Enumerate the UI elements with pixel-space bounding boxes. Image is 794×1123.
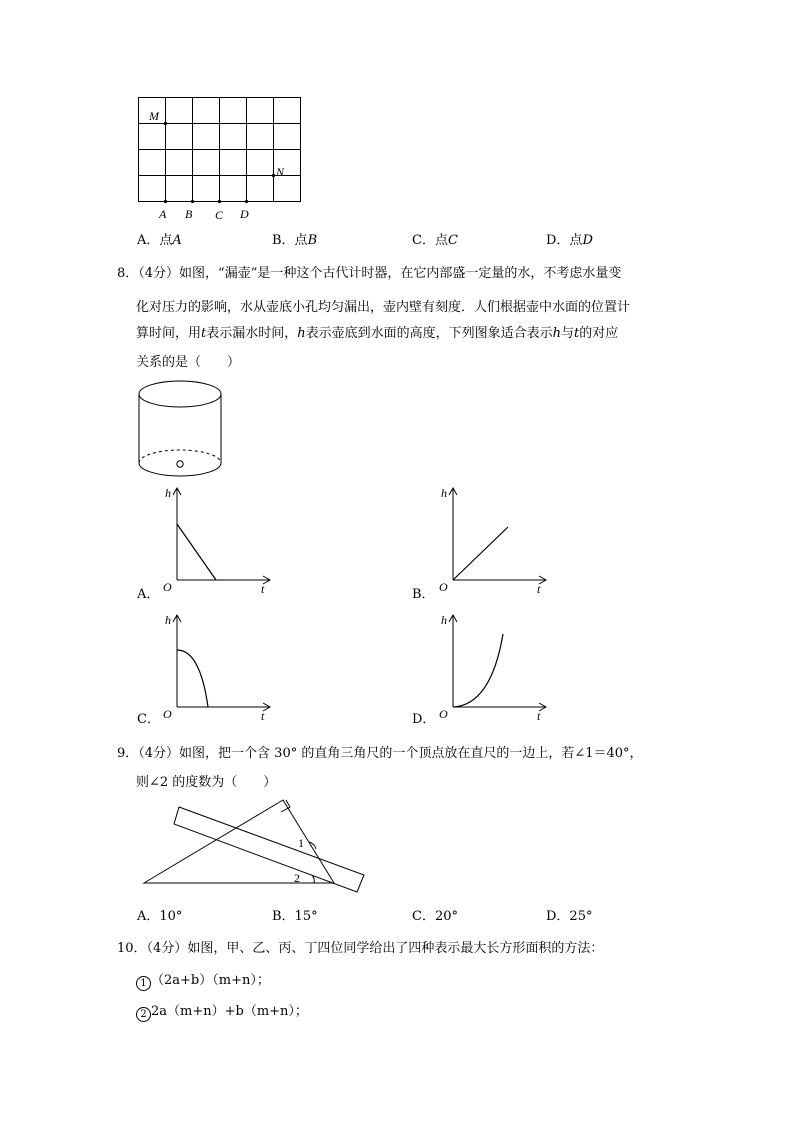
q8-option-d[interactable]: D． xyxy=(412,712,436,727)
q8-option-a[interactable]: A． xyxy=(137,587,160,602)
point-N xyxy=(272,174,275,177)
q8-stem-line2: 化对压力的影响，水从壶底小孔均匀漏出，壶内壁有刻度．人们根据壶中水面的位置计 xyxy=(136,300,631,315)
q8-graph-a xyxy=(160,483,275,593)
label-M: M xyxy=(149,109,159,123)
q10-item-1: 1 （2a+b）（m+n）； xyxy=(136,969,270,991)
q8-option-b[interactable]: B． xyxy=(412,587,435,602)
label-N: N xyxy=(276,165,285,179)
svg-text:O: O xyxy=(163,707,172,720)
q8-graph-b xyxy=(436,483,551,593)
circled-2-icon: 2 xyxy=(136,1007,151,1022)
circled-1-icon: 1 xyxy=(136,976,151,991)
triangle xyxy=(144,800,334,883)
angle-1-label: 1 xyxy=(298,836,304,850)
svg-text:h: h xyxy=(165,486,171,500)
q8-graph-d xyxy=(436,610,551,720)
label-D: D xyxy=(240,207,249,221)
label-A: A xyxy=(159,207,167,221)
svg-text:h: h xyxy=(441,613,447,627)
q9-option-d[interactable]: D．25° xyxy=(546,909,593,924)
label-B: B xyxy=(185,207,193,221)
q10-stem-line1: 10．（4分）如图，甲、乙、丙、丁四位同学给出了四种表示最大长方形面积的方法： xyxy=(117,941,604,956)
svg-text:t: t xyxy=(261,582,265,593)
graph-d-curve xyxy=(453,634,503,707)
point-B xyxy=(191,200,194,203)
angle-2-label: 2 xyxy=(294,871,300,885)
q8-option-c[interactable]: C． xyxy=(137,712,160,727)
q7-option-d[interactable]: D．点D xyxy=(546,233,593,248)
svg-text:h: h xyxy=(165,613,171,627)
label-C: C xyxy=(215,208,224,222)
point-C xyxy=(218,200,221,203)
svg-text:h: h xyxy=(441,486,447,500)
q7-option-b[interactable]: B．点B xyxy=(272,233,318,248)
q9-stem-line1: 9．（4分）如图，把一个含 30° 的直角三角尺的一个顶点放在直尺的一边上，若∠1＝40°， xyxy=(117,746,643,761)
q9-option-c[interactable]: C．20° xyxy=(412,909,458,924)
svg-text:t: t xyxy=(261,709,265,720)
graph-b-line xyxy=(453,527,508,580)
svg-text:O: O xyxy=(439,580,448,593)
water-clock-cylinder-figure xyxy=(132,374,228,480)
q8-graph-c xyxy=(160,610,275,720)
q7-option-a[interactable]: A．点A xyxy=(137,233,182,248)
point-M xyxy=(164,122,167,125)
point-A xyxy=(164,200,167,203)
q10-item-2: 2 2a（m+n）+b（m+n）； xyxy=(136,1000,308,1022)
q8-stem-line4: 关系的是（ ） xyxy=(136,355,241,370)
q9-option-a[interactable]: A．10° xyxy=(137,909,183,924)
graph-a-line xyxy=(177,524,216,580)
svg-text:O: O xyxy=(439,707,448,720)
q9-stem-line2: 则∠2 的度数为（ ） xyxy=(136,775,277,790)
svg-text:O: O xyxy=(163,580,172,593)
q7-grid-figure xyxy=(130,92,310,222)
q8-stem-line3: 算时间，用t表示漏水时间，h表示壶底到水面的高度，下列图象适合表示h与t的对应 xyxy=(136,326,619,341)
point-D xyxy=(245,200,248,203)
graph-c-curve xyxy=(177,650,208,707)
svg-text:t: t xyxy=(537,709,541,720)
q8-stem-line1: 8．（4分）如图，“漏壶”是一种这个古代计时器，在它内部盛一定量的水，不考虑水量变 xyxy=(117,266,622,281)
q7-option-c[interactable]: C．点C xyxy=(412,233,458,248)
svg-text:t: t xyxy=(537,582,541,593)
q9-option-b[interactable]: B．15° xyxy=(272,909,318,924)
q9-ruler-triangle-figure xyxy=(138,795,368,895)
ruler xyxy=(174,807,364,892)
